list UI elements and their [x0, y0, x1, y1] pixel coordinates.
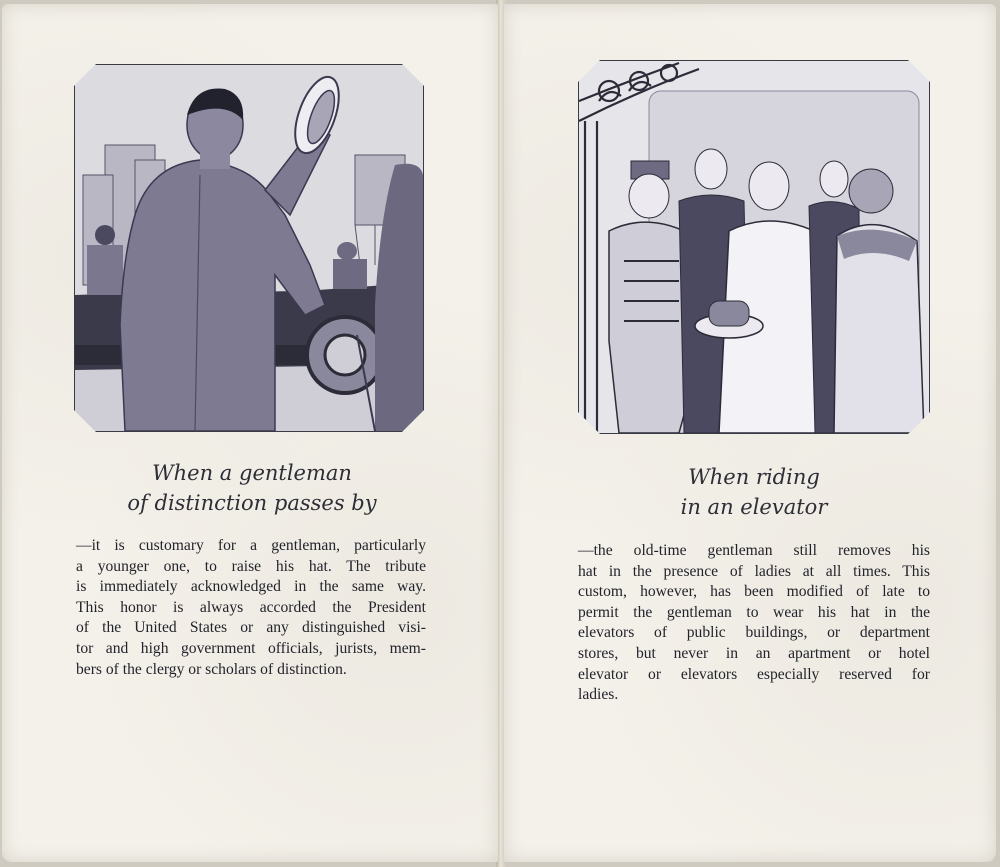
left-body-line: a younger one, to raise his hat. The tribute — [76, 557, 426, 575]
gentleman-tipping-hat-illustration — [74, 64, 424, 432]
right-body-line: stores, but never in an apartment or hotel — [578, 644, 930, 662]
right-body-line: permit the gentleman to wear his hat in the — [578, 603, 930, 621]
right-caption-line: in an elevator — [680, 495, 828, 519]
right-body-line: elevators of public buildings, or department — [578, 624, 930, 642]
left-body-line: —it is customary for a gentleman, particularly — [76, 537, 426, 554]
right-body-line: —the old-time gentleman still removes his — [578, 542, 930, 559]
elevator-scene-drawing — [579, 61, 929, 433]
right-body-line: ladies. — [578, 686, 619, 704]
left-body-line: This honor is always accorded the President — [76, 598, 426, 616]
elevator-scene-illustration — [578, 60, 930, 434]
right-caption-line: When riding — [688, 465, 820, 489]
left-body-line: is immediately acknowledged in the same way. — [76, 578, 426, 596]
right-page — [504, 4, 996, 862]
left-page — [2, 4, 498, 862]
left-body-text — [76, 536, 426, 680]
gentleman-tipping-hat-drawing — [75, 65, 423, 431]
right-body-line: elevator or elevators especially reserved for — [578, 665, 930, 683]
right-body-text — [578, 541, 930, 706]
left-caption — [62, 458, 442, 518]
left-body-line: of the United States or any distinguished visi- — [76, 619, 426, 637]
right-body-line: hat in the presence of ladies at all times. This — [578, 562, 930, 580]
right-caption — [564, 462, 944, 522]
left-caption-line: When a gentleman — [152, 461, 352, 485]
left-caption-line: of distinction passes by — [127, 491, 377, 515]
right-body-line: custom, however, has been modified of late to — [578, 583, 930, 601]
left-body-line: bers of the clergy or scholars of distinction. — [76, 660, 347, 678]
left-body-line: tor and high government officials, jurists, mem- — [76, 639, 426, 657]
